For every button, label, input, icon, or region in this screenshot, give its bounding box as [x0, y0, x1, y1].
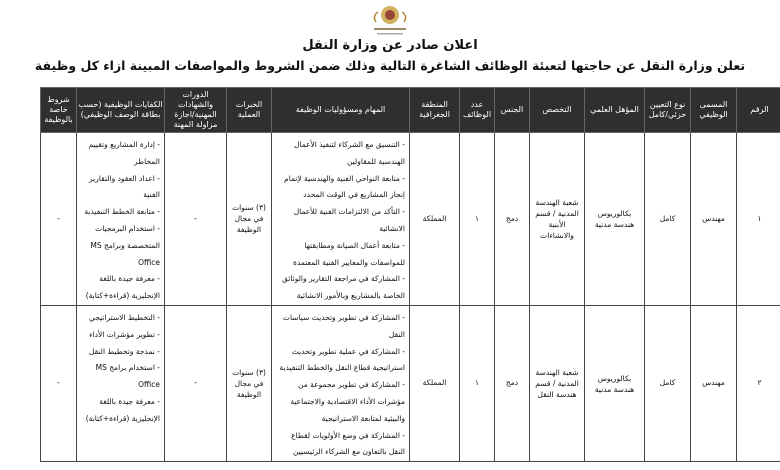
- ministry-emblem: [360, 2, 420, 40]
- cell-experience: (٣) سنوات في مجال الوظيفة: [227, 133, 272, 306]
- cell-courses: -: [165, 133, 227, 306]
- task-item: - متابعة النواحي الفنية والهندسية لإتمام إنجاز المشاريع في الوقت المحدد: [284, 173, 405, 200]
- col-header-qualification: المؤهل العلمي: [585, 88, 645, 133]
- col-header-experience: الخبرات العملية: [227, 88, 272, 133]
- col-header-job-title: المسمى الوظيفي: [691, 88, 737, 133]
- cell-job-title: مهندس: [691, 133, 737, 306]
- task-item: - المشاركة في عملية تطوير وتحديث استراتيجية قطاع النقل والخطط التنفيذية: [279, 346, 405, 373]
- task-item: - التنسيق مع الشركاء لتنفيذ الأعمال الهندسية للمقاولين: [293, 140, 405, 166]
- cell-number: ١: [737, 133, 780, 306]
- col-header-appointment: نوع التعيين حزئي/كامل: [645, 88, 691, 133]
- col-header-tasks: المهام ومسؤوليات الوظيفة: [272, 88, 410, 133]
- cell-qualification: بكالوريوس هندسة مدنية: [585, 133, 645, 306]
- col-header-region: المنطقة الجغرافية: [410, 88, 460, 133]
- competency-item: - التخطيط الاستراتيجي: [88, 312, 160, 322]
- cell-courses: -: [165, 305, 227, 461]
- cell-tasks: [272, 305, 410, 461]
- competency-item: - اعداد العقود والتقارير الفنية: [89, 173, 160, 200]
- task-item: - المشاركة في تطوير وتحديث سياسات النقل: [282, 312, 405, 339]
- task-item: - التأكد من الالتزامات الفنية للأعمال الانشائية: [293, 207, 405, 233]
- task-item: - المشاركة في مراجعة التقارير والوثائق الخاصة بالمشاريع وبالأمور الانشائية: [281, 274, 405, 301]
- cell-number: ٢: [737, 305, 780, 461]
- cell-competencies: [77, 133, 165, 306]
- cell-experience: (٣) سنوات في مجال الوظيفة: [227, 305, 272, 461]
- announcement-title: اعلان صادر عن وزارة النقل: [302, 38, 478, 53]
- table-row: [41, 133, 780, 306]
- competency-item: - تطوير مؤشرات الأداء: [89, 329, 160, 339]
- cell-specialization: شعبة الهندسة المدنية / قسم الأبنية والانشاءات: [530, 133, 585, 306]
- announcement-subtitle: تعلن وزارة النقل عن حاجتها لتعبئة الوظائف الشاغرة التالية وذلك ضمن الشروط والمواصفات المبينة ازاء كل وظيفة: [34, 58, 746, 73]
- col-header-special: شروط خاصة بالوظيفة: [41, 88, 77, 133]
- col-header-specialization: التخصص: [530, 88, 585, 133]
- cell-qualification: بكالوريوس هندسة مدنية: [585, 305, 645, 461]
- cell-count: ١: [460, 133, 495, 306]
- cell-gender: دمج: [495, 133, 530, 306]
- cell-competencies: [77, 305, 165, 461]
- cell-count: ١: [460, 305, 495, 461]
- competency-item: - استخدام برامج MS Office: [95, 363, 160, 390]
- cell-special: -: [41, 133, 77, 306]
- task-item: - المشاركة في تطوير مجموعة من مؤشرات الأداء الاقتصادية والاجتماعية والبيئية لمتابعة الاستراتيجية: [290, 380, 405, 423]
- competency-item: - نمذجة وتخطيط النقل: [88, 346, 160, 356]
- cell-tasks: [272, 133, 410, 306]
- competency-item: - استخدام البرمجيات المتخصصة وبرامج MS Office: [90, 223, 160, 267]
- col-header-competencies: الكفايات الوظيفية (حسب بطاقة الوصف الوظيفي): [77, 88, 165, 133]
- competency-item: - معرفة جيدة باللغة الإنجليزية (قراءة+كتابة): [85, 396, 160, 423]
- col-header-gender: الجنس: [495, 88, 530, 133]
- cell-job-title: مهندس: [691, 305, 737, 461]
- col-header-number: الرقم: [737, 88, 780, 133]
- cell-region: المملكة: [410, 305, 460, 461]
- cell-appointment: كامل: [645, 133, 691, 306]
- task-item: - متابعة أعمال الصيانة ومطابقتها للمواصفات والمعايير الفنية المعتمدة: [293, 240, 405, 267]
- competency-item: - متابعة الخطط التنفيذية: [84, 207, 160, 217]
- cell-appointment: كامل: [645, 305, 691, 461]
- cell-region: المملكة: [410, 133, 460, 306]
- task-item: - المشاركة في وضع الأولويات لقطاع النقل بالتعاون مع الشركاء الرئيسيين: [291, 430, 405, 457]
- col-header-courses: الدورات والشهادات المهنية/اجازة مزاولة المهنة: [165, 88, 227, 133]
- table-header-row: [41, 88, 780, 133]
- table-row: [41, 305, 780, 461]
- competency-item: - معرفة جيدة باللغة الإنجليزية (قراءة+كتابة): [85, 274, 160, 301]
- competency-item: - إدارة المشاريع وتقييم المخاطر: [88, 140, 160, 166]
- cell-gender: دمج: [495, 305, 530, 461]
- jobs-table: [40, 87, 780, 462]
- cell-special: -: [41, 305, 77, 461]
- col-header-count: عدد الوظائف: [460, 88, 495, 133]
- cell-specialization: شعبة الهندسة المدنية / قسم هندسة النقل: [530, 305, 585, 461]
